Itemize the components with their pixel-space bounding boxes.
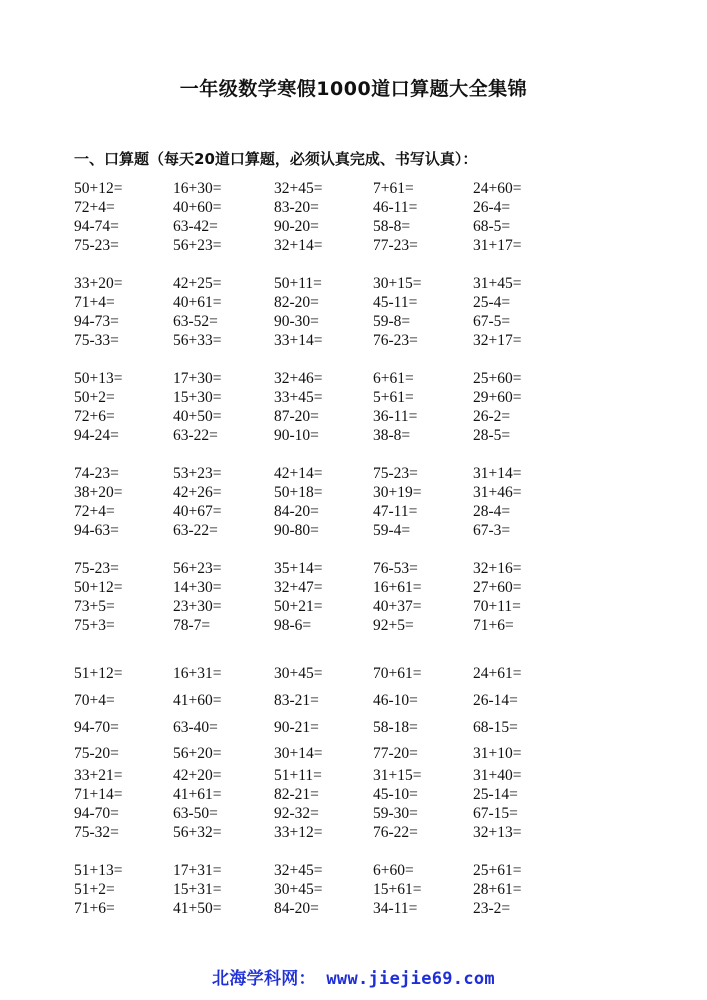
problem-cell: 33+21= [74,767,123,784]
problem-cell: 77-20= [373,745,418,762]
problem-cell: 38+20= [74,484,123,501]
problem-cell: 50+18= [274,484,323,501]
problem-cell: 75-32= [74,824,119,841]
problem-cell: 25-4= [473,294,511,311]
problem-cell: 33+45= [274,389,323,406]
problem-cell: 84-20= [274,900,319,917]
problem-cell: 56+32= [173,824,222,841]
problem-cell: 77-23= [373,237,418,254]
problem-cell: 70+61= [373,665,422,682]
problem-cell: 94-24= [74,427,119,444]
problem-cell: 32+17= [473,332,522,349]
problem-cell: 63-50= [173,805,218,822]
problem-cell: 15+30= [173,389,222,406]
problem-cell: 67-3= [473,522,511,539]
problem-cell: 30+45= [274,881,323,898]
problem-cell: 58-8= [373,218,411,235]
problem-cell: 90-80= [274,522,319,539]
problem-cell: 59-4= [373,522,411,539]
problem-cell: 16+31= [173,665,222,682]
problem-cell: 51+13= [74,862,123,879]
problem-cell: 47-11= [373,503,418,520]
problem-cell: 50+13= [74,370,123,387]
problem-cell: 50+11= [274,275,322,292]
problem-cell: 41+61= [173,786,222,803]
problem-cell: 14+30= [173,579,222,596]
problem-cell: 30+19= [373,484,422,501]
problem-cell: 40+67= [173,503,222,520]
problem-cell: 98-6= [274,617,312,634]
problem-cell: 31+17= [473,237,522,254]
problem-cell: 40+61= [173,294,222,311]
problem-cell: 31+14= [473,465,522,482]
problem-cell: 56+23= [173,237,222,254]
problem-cell: 76-53= [373,560,418,577]
section-heading: 一、口算题（每天20道口算题，必须认真完成、书写认真）： [74,150,478,168]
problem-cell: 32+45= [274,862,323,879]
problem-cell: 74-23= [74,465,119,482]
problem-cell: 59-30= [373,805,418,822]
problem-cell: 75-23= [373,465,418,482]
problem-cell: 63-52= [173,313,218,330]
problem-cell: 31+40= [473,767,522,784]
problem-cell: 70+4= [74,692,115,709]
problem-cell: 7+61= [373,180,414,197]
problem-cell: 75-33= [74,332,119,349]
problem-cell: 72+4= [74,503,115,520]
problem-cell: 82-20= [274,294,319,311]
problem-cell: 56+23= [173,560,222,577]
problem-cell: 35+14= [274,560,323,577]
problem-cell: 31+45= [473,275,522,292]
problem-cell: 83-21= [274,692,319,709]
problem-cell: 15+31= [173,881,222,898]
problem-cell: 33+20= [74,275,123,292]
problem-cell: 76-23= [373,332,418,349]
problem-cell: 78-7= [173,617,211,634]
problem-cell: 63-22= [173,522,218,539]
problem-cell: 46-10= [373,692,418,709]
problem-cell: 75-23= [74,560,119,577]
problem-cell: 16+61= [373,579,422,596]
problem-cell: 75-23= [74,237,119,254]
problem-cell: 26-14= [473,692,518,709]
problem-cell: 32+45= [274,180,323,197]
problem-cell: 76-22= [373,824,418,841]
problem-cell: 26-4= [473,199,511,216]
problem-cell: 72+6= [74,408,115,425]
problem-cell: 53+23= [173,465,222,482]
problem-cell: 45-10= [373,786,418,803]
problem-cell: 42+25= [173,275,222,292]
problem-cell: 59-8= [373,313,411,330]
problem-cell: 58-18= [373,719,418,736]
problem-cell: 32+14= [274,237,323,254]
problem-cell: 46-11= [373,199,418,216]
problem-cell: 40+50= [173,408,222,425]
problem-cell: 51+12= [74,665,123,682]
problem-cell: 32+47= [274,579,323,596]
problem-cell: 90-30= [274,313,319,330]
problem-cell: 51+11= [274,767,322,784]
problem-cell: 71+14= [74,786,123,803]
problem-cell: 72+4= [74,199,115,216]
problem-cell: 38-8= [373,427,411,444]
problem-cell: 28-4= [473,503,511,520]
problem-cell: 90-21= [274,719,319,736]
problem-cell: 94-63= [74,522,119,539]
problem-cell: 50+21= [274,598,323,615]
problem-cell: 92+5= [373,617,414,634]
problem-cell: 40+60= [173,199,222,216]
problem-cell: 25+61= [473,862,522,879]
problem-cell: 23-2= [473,900,511,917]
problem-cell: 90-20= [274,218,319,235]
problem-cell: 6+60= [373,862,414,879]
problem-cell: 31+15= [373,767,422,784]
problem-cell: 29+60= [473,389,522,406]
problem-cell: 24+61= [473,665,522,682]
problem-cell: 87-20= [274,408,319,425]
problem-cell: 63-42= [173,218,218,235]
problem-cell: 67-15= [473,805,518,822]
problem-cell: 71+6= [74,900,115,917]
problem-cell: 83-20= [274,199,319,216]
problem-cell: 50+12= [74,180,123,197]
problem-cell: 71+4= [74,294,115,311]
problem-cell: 73+5= [74,598,115,615]
problem-cell: 34-11= [373,900,418,917]
problem-cell: 50+12= [74,579,123,596]
problem-cell: 84-20= [274,503,319,520]
problem-cell: 63-40= [173,719,218,736]
problem-cell: 68-15= [473,719,518,736]
problem-cell: 32+16= [473,560,522,577]
problem-cell: 32+46= [274,370,323,387]
problem-cell: 71+6= [473,617,514,634]
problem-cell: 42+20= [173,767,222,784]
problem-cell: 31+10= [473,745,522,762]
problem-cell: 45-11= [373,294,418,311]
problem-cell: 33+12= [274,824,323,841]
problem-cell: 28+61= [473,881,522,898]
problem-cell: 70+11= [473,598,521,615]
problem-cell: 32+13= [473,824,522,841]
problem-cell: 24+60= [473,180,522,197]
problem-cell: 56+20= [173,745,222,762]
problem-cell: 94-70= [74,719,119,736]
problem-cell: 51+2= [74,881,115,898]
problem-cell: 17+31= [173,862,222,879]
problem-cell: 17+30= [173,370,222,387]
problem-cell: 30+15= [373,275,422,292]
problem-cell: 27+60= [473,579,522,596]
problem-cell: 41+50= [173,900,222,917]
problem-cell: 23+30= [173,598,222,615]
problem-cell: 16+30= [173,180,222,197]
problem-cell: 56+33= [173,332,222,349]
problem-cell: 90-10= [274,427,319,444]
problem-cell: 94-73= [74,313,119,330]
problem-cell: 82-21= [274,786,319,803]
page-title: 一年级数学寒假1000道口算题大全集锦 [179,78,528,100]
problem-cell: 68-5= [473,218,511,235]
problem-cell: 25+60= [473,370,522,387]
problem-cell: 94-74= [74,218,119,235]
problem-cell: 94-70= [74,805,119,822]
problem-cell: 15+61= [373,881,422,898]
problem-cell: 75+3= [74,617,115,634]
problem-cell: 75-20= [74,745,119,762]
problem-cell: 67-5= [473,313,511,330]
problem-cell: 25-14= [473,786,518,803]
problem-cell: 36-11= [373,408,418,425]
problem-cell: 42+26= [173,484,222,501]
problem-cell: 40+37= [373,598,422,615]
problem-cell: 50+2= [74,389,115,406]
problem-cell: 30+45= [274,665,323,682]
problem-cell: 31+46= [473,484,522,501]
problem-cell: 6+61= [373,370,414,387]
footer-watermark: 北海学科网： www.jiejie69.com [212,969,495,989]
problem-cell: 30+14= [274,745,323,762]
problem-cell: 92-32= [274,805,319,822]
problem-cell: 41+60= [173,692,222,709]
problem-cell: 42+14= [274,465,323,482]
problem-cell: 33+14= [274,332,323,349]
problem-cell: 63-22= [173,427,218,444]
problem-cell: 26-2= [473,408,511,425]
problem-cell: 28-5= [473,427,511,444]
problem-cell: 5+61= [373,389,414,406]
